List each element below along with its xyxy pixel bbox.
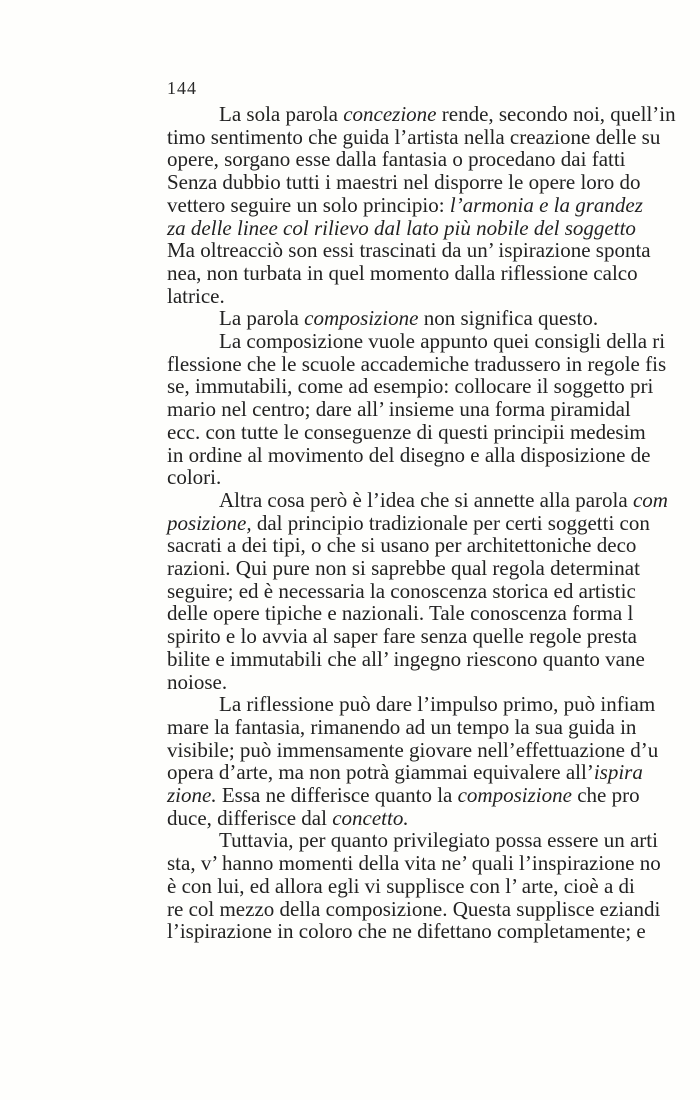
text-line	[167, 918, 646, 944]
text-run: re col mezzo della composizione. Questa supplisce eziandi	[167, 896, 661, 921]
text-line	[167, 260, 638, 286]
text-run: dal principio tradizionale per certi soggetti con	[251, 510, 650, 535]
text-run: Senza dubbio tutti i maestri nel disporre le opere loro do	[167, 170, 641, 195]
italic-text: concezione	[343, 102, 437, 126]
text-run: nea, non turbata in quel momento dalla riflessione calco	[167, 260, 638, 285]
text-run: sta, v’ hanno momenti della vita ne’ quali l’inspirazione no	[167, 851, 661, 876]
text-run: spirito e lo avvia al saper fare senza quelle regole presta	[167, 624, 637, 649]
text-run: in ordine al movimento del disegno e alla disposizione de	[167, 442, 651, 467]
text-run: l’ispirazione in coloro che ne difettano completamente; e	[167, 919, 646, 944]
text-run: non significa questo.	[418, 306, 599, 331]
italic-text: za delle linee col rilievo dal lato più nobile del soggetto	[167, 215, 636, 240]
text-line	[167, 646, 645, 672]
text-run: ecc. con tutte le conseguenze di questi principii medesim	[167, 419, 646, 444]
text-run: La sola parola	[219, 102, 344, 126]
italic-text: ispira	[593, 760, 643, 785]
text-run: Ma oltreacciò son essi trascinati da un’ ispirazione sponta	[167, 238, 651, 263]
text-run: opera d’arte, ma non potrà giammai equivalere all’	[167, 760, 594, 785]
text-line	[167, 283, 225, 309]
text-run: Essa ne differisce quanto la	[216, 783, 458, 807]
text-run: visibile; può immensamente giovare nell’effettuazione d’u	[167, 737, 659, 762]
text-run: duce, differisce dal	[167, 805, 333, 830]
italic-text: posizione,	[167, 510, 252, 535]
text-run: che pro	[571, 783, 640, 807]
text-run: flessione che le scuole accademiche tradussero in regole fis	[167, 351, 667, 376]
text-run: Tuttavia, per quanto privilegiato possa essere un arti	[219, 828, 658, 853]
page-number: 144	[167, 78, 197, 98]
text-run: noiose.	[167, 669, 228, 694]
text-run: La composizione vuole appunto quei consigli della ri	[219, 329, 666, 353]
italic-text: com	[632, 487, 668, 512]
text-run: Altra cosa però è l’idea che si annette alla parola	[219, 487, 633, 512]
italic-text: composizione	[457, 783, 572, 807]
italic-text: zione.	[167, 783, 217, 807]
text-run: opere, sorgano esse dalla fantasia o procedano dai fatti	[167, 147, 626, 172]
text-run: è con lui, ed allora egli vi supplisce con l’ arte, cioè a di	[167, 873, 635, 898]
italic-text: composizione	[304, 306, 419, 331]
italic-text: l’armonia e la grandez	[449, 192, 643, 217]
text-run: colori.	[167, 465, 222, 490]
text-run: La riflessione può dare l’impulso primo, può infiam	[219, 692, 656, 717]
text-run: vettero seguire un solo principio:	[167, 192, 450, 217]
text-run: sacrati a dei tipi, o che si usano per architettoniche deco	[167, 533, 637, 558]
text-run: seguire; ed è necessaria la conoscenza storica ed artistic	[167, 578, 636, 603]
text-run: bilite e immutabili che all’ ingegno riescono quanto vane	[167, 646, 645, 671]
text-run: razioni. Qui pure non si saprebbe qual regola determinat	[167, 556, 640, 580]
text-line	[167, 442, 650, 468]
text-run: rende, secondo noi, quell’in	[436, 102, 676, 126]
text-run: mare la fantasia, rimanendo ad un tempo la sua guida in	[167, 714, 637, 739]
text-run: latrice.	[167, 283, 225, 308]
text-run: mario nel centro; dare all’ insieme una forma piramidal	[167, 397, 631, 422]
text-run: delle opere tipiche e nazionali. Tale conoscenza forma l	[167, 601, 634, 626]
text-run: La parola	[219, 306, 305, 331]
text-line	[167, 464, 221, 490]
text-run: se, immutabili, come ad esempio: collocare il soggetto pri	[167, 374, 654, 399]
italic-text: concetto.	[332, 805, 409, 830]
text-run: timo sentimento che guida l’artista nella creazione delle su	[167, 124, 661, 149]
